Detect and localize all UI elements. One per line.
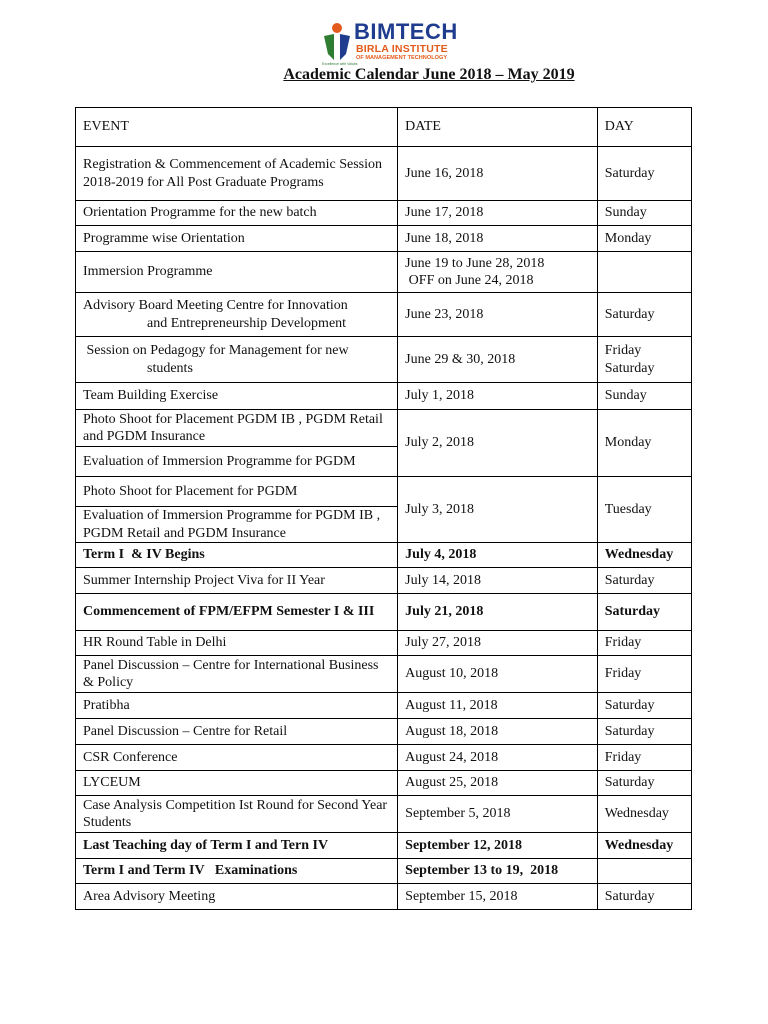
date-cell: September 15, 2018 bbox=[398, 884, 598, 910]
table-row bbox=[76, 771, 692, 796]
event-cell: Pratibha bbox=[76, 693, 398, 719]
event-line bbox=[83, 360, 390, 378]
header-day: DAY bbox=[597, 108, 691, 147]
logo-tagline: Excellence with Values bbox=[322, 62, 358, 66]
event-cell: Team Building Exercise bbox=[76, 383, 398, 410]
table-row bbox=[76, 410, 692, 447]
event-cell: Photo Shoot for Placement for PGDM bbox=[76, 477, 398, 507]
day-cell: Saturday bbox=[597, 771, 691, 796]
date-cell: June 17, 2018 bbox=[398, 201, 598, 226]
page-title: Academic Calendar June 2018 – May 2019 bbox=[283, 66, 575, 83]
date-cell: July 21, 2018 bbox=[398, 594, 598, 631]
logo-subtitle-line1: BIRLA INSTITUTE bbox=[356, 43, 448, 55]
day-cell: Saturday bbox=[597, 693, 691, 719]
table-row bbox=[76, 201, 692, 226]
event-line-indented: students bbox=[147, 360, 193, 376]
table-row bbox=[76, 252, 692, 293]
table-row bbox=[76, 337, 692, 383]
date-cell: September 13 to 19, 2018 bbox=[398, 859, 598, 884]
day-cell: Saturday bbox=[597, 884, 691, 910]
event-cell bbox=[76, 293, 398, 337]
day-cell: Saturday bbox=[597, 719, 691, 745]
logo-emblem-icon bbox=[322, 22, 352, 62]
date-cell: September 12, 2018 bbox=[398, 833, 598, 859]
table-row bbox=[76, 226, 692, 252]
event-cell: Area Advisory Meeting bbox=[76, 884, 398, 910]
event-cell: HR Round Table in Delhi bbox=[76, 631, 398, 656]
day-cell: Wednesday bbox=[597, 833, 691, 859]
table-row bbox=[76, 719, 692, 745]
event-cell: Last Teaching day of Term I and Tern IV bbox=[76, 833, 398, 859]
event-cell: Photo Shoot for Placement PGDM IB , PGDM Retail and PGDM Insurance bbox=[76, 410, 398, 447]
day-cell: Saturday bbox=[597, 147, 691, 201]
table-row bbox=[76, 859, 692, 884]
event-cell: Immersion Programme bbox=[76, 252, 398, 293]
day-cell: Wednesday bbox=[597, 796, 691, 833]
table-row bbox=[76, 796, 692, 833]
day-cell: Wednesday bbox=[597, 543, 691, 568]
day-cell: Friday bbox=[597, 656, 691, 693]
table-row bbox=[76, 745, 692, 771]
day-cell: Friday bbox=[597, 631, 691, 656]
day-line: Saturday bbox=[604, 360, 655, 376]
event-cell: Term I & IV Begins bbox=[76, 543, 398, 568]
logo-subtitle-line2: OF MANAGEMENT TECHNOLOGY bbox=[356, 55, 448, 61]
date-cell: August 10, 2018 bbox=[398, 656, 598, 693]
event-cell: LYCEUM bbox=[76, 771, 398, 796]
event-cell bbox=[76, 337, 398, 383]
table-header-row bbox=[76, 108, 692, 147]
date-cell: June 29 & 30, 2018 bbox=[398, 337, 598, 383]
event-line: Session on Pedagogy for Management for new bbox=[83, 343, 349, 358]
header-date: DATE bbox=[398, 108, 598, 147]
table-row bbox=[76, 293, 692, 337]
event-line-indented: and Entrepreneurship Development bbox=[147, 315, 347, 331]
event-cell: Registration & Commencement of Academic Session 2018-2019 for All Post Graduate Programs bbox=[76, 147, 398, 201]
event-line: Advisory Board Meeting Centre for Innovation bbox=[83, 298, 348, 313]
event-cell: Commencement of FPM/EFPM Semester I & III bbox=[76, 594, 398, 631]
day-cell bbox=[597, 252, 691, 293]
date-cell: August 11, 2018 bbox=[398, 693, 598, 719]
date-cell bbox=[398, 252, 598, 293]
event-cell: Case Analysis Competition Ist Round for Second Year Students bbox=[76, 796, 398, 833]
date-cell: July 3, 2018 bbox=[398, 477, 598, 543]
table-row bbox=[76, 568, 692, 594]
table-row bbox=[76, 693, 692, 719]
bimtech-logo bbox=[322, 19, 458, 66]
event-cell: Summer Internship Project Viva for II Year bbox=[76, 568, 398, 594]
event-cell: Evaluation of Immersion Programme for PGDM bbox=[76, 447, 398, 477]
table-row bbox=[76, 383, 692, 410]
day-cell: Monday bbox=[597, 410, 691, 477]
table-row bbox=[76, 656, 692, 693]
date-cell: June 23, 2018 bbox=[398, 293, 598, 337]
day-cell: Monday bbox=[597, 226, 691, 252]
day-cell: Saturday bbox=[597, 568, 691, 594]
table-row bbox=[76, 147, 692, 201]
event-cell: Orientation Programme for the new batch bbox=[76, 201, 398, 226]
day-cell: Saturday bbox=[597, 293, 691, 337]
date-cell: June 18, 2018 bbox=[398, 226, 598, 252]
event-cell: Panel Discussion – Centre for International Business & Policy bbox=[76, 656, 398, 693]
date-cell: August 24, 2018 bbox=[398, 745, 598, 771]
event-line bbox=[83, 315, 390, 333]
date-cell: July 4, 2018 bbox=[398, 543, 598, 568]
event-cell: CSR Conference bbox=[76, 745, 398, 771]
date-cell: July 27, 2018 bbox=[398, 631, 598, 656]
date-cell: August 25, 2018 bbox=[398, 771, 598, 796]
date-line: June 19 to June 28, 2018 bbox=[405, 255, 545, 271]
table-row bbox=[76, 631, 692, 656]
logo-name: BIMTECH bbox=[354, 19, 458, 44]
date-cell: September 5, 2018 bbox=[398, 796, 598, 833]
day-cell: Tuesday bbox=[597, 477, 691, 543]
date-cell: June 16, 2018 bbox=[398, 147, 598, 201]
event-cell: Panel Discussion – Centre for Retail bbox=[76, 719, 398, 745]
day-cell: Friday bbox=[597, 745, 691, 771]
event-cell: Term I and Term IV Examinations bbox=[76, 859, 398, 884]
date-cell: August 18, 2018 bbox=[398, 719, 598, 745]
event-cell: Programme wise Orientation bbox=[76, 226, 398, 252]
day-line: Friday bbox=[604, 343, 642, 358]
day-cell: Sunday bbox=[597, 383, 691, 410]
header-event: EVENT bbox=[76, 108, 398, 147]
calendar-table bbox=[75, 107, 692, 910]
day-cell: Sunday bbox=[597, 201, 691, 226]
date-line: OFF on June 24, 2018 bbox=[405, 273, 534, 288]
date-cell: July 14, 2018 bbox=[398, 568, 598, 594]
table-row bbox=[76, 884, 692, 910]
table-row bbox=[76, 594, 692, 631]
event-cell: Evaluation of Immersion Programme for PGDM IB , PGDM Retail and PGDM Insurance bbox=[76, 507, 398, 543]
day-cell bbox=[597, 337, 691, 383]
table-row bbox=[76, 833, 692, 859]
table-row bbox=[76, 477, 692, 507]
day-cell bbox=[597, 859, 691, 884]
day-cell: Saturday bbox=[597, 594, 691, 631]
table-row bbox=[76, 543, 692, 568]
date-cell: July 2, 2018 bbox=[398, 410, 598, 477]
date-cell: July 1, 2018 bbox=[398, 383, 598, 410]
